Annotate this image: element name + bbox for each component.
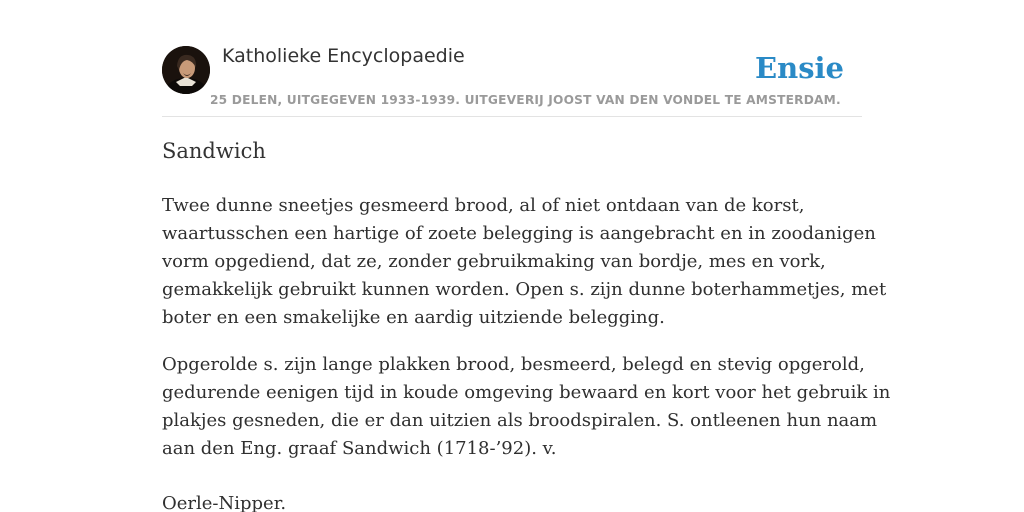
article-paragraph-2: [162, 351, 891, 463]
article-author: Oerle-Nipper.: [162, 493, 287, 512]
source-subtitle: 25 DELEN, UITGEGEVEN 1933-1939. UITGEVERIJ JOOST VAN DEN VONDEL TE AMSTERDAM.: [210, 93, 841, 107]
article-title: Sandwich: [162, 139, 266, 163]
paragraph-line: gedurende eenigen tijd in koude omgeving bewaard en kort voor het gebruik in: [162, 382, 891, 403]
source-title[interactable]: Katholieke Encyclopaedie: [222, 45, 465, 67]
source-header: [162, 0, 862, 117]
brand-logo-link[interactable]: Ensie: [755, 51, 844, 85]
portrait-avatar-icon[interactable]: [162, 46, 210, 94]
paragraph-line: gemakkelijk gebruikt kunnen worden. Open s. zijn dunne boterhammetjes, met: [162, 279, 887, 300]
paragraph-line: waartusschen een hartige of zoete belegging is aangebracht en in zoodanigen: [162, 223, 876, 244]
paragraph-line: plakjes gesneden, die er dan uitzien als broodspiralen. S. ontleenen hun naam: [162, 410, 878, 431]
paragraph-line: Opgerolde s. zijn lange plakken brood, besmeerd, belegd en stevig opgerold,: [162, 354, 865, 375]
paragraph-line: Twee dunne sneetjes gesmeerd brood, al of niet ontdaan van de korst,: [162, 195, 805, 216]
page: [162, 0, 891, 512]
article-paragraph-1: [162, 192, 887, 332]
paragraph-line: vorm opgediend, dat ze, zonder gebruikmaking van bordje, mes en vork,: [162, 251, 826, 272]
paragraph-line: boter en een smakelijke en aardig uitziende belegging.: [162, 307, 665, 328]
paragraph-line: aan den Eng. graaf Sandwich (1718-’92). v.: [162, 438, 557, 459]
